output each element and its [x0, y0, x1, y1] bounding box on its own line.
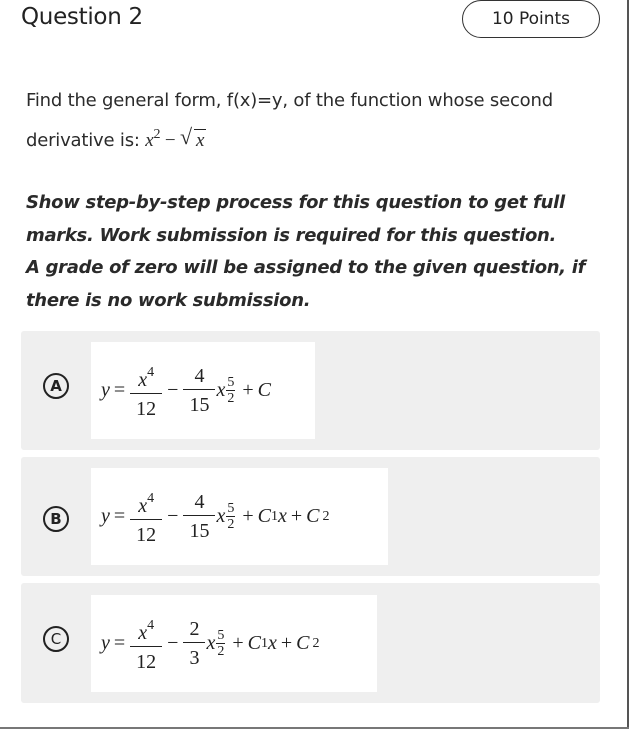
sqrt-symbol — [180, 124, 206, 158]
prompt-line-1: Find the general form, f(x)=y, of the function whose second — [26, 90, 553, 111]
points-label: 10 Points — [491, 9, 571, 29]
equals-sign: = — [113, 379, 126, 401]
c2-subscript: 2 — [322, 508, 330, 524]
formula — [91, 342, 271, 439]
exp-num: 5 — [227, 501, 235, 516]
num-exp: 4 — [147, 490, 155, 506]
den: 12 — [130, 646, 162, 673]
num-exp: 4 — [147, 617, 155, 633]
option-a[interactable] — [21, 331, 600, 450]
num: 4 — [194, 491, 205, 513]
right-border — [627, 0, 629, 729]
equals-sign: = — [113, 505, 126, 527]
question-title: Question 2 — [21, 4, 143, 30]
var-y: y — [101, 505, 110, 527]
fraction-2 — [186, 618, 202, 669]
option-letter: C — [50, 630, 62, 648]
var-x: x — [216, 505, 226, 527]
plus-sign: + — [280, 632, 293, 654]
exp-den: 2 — [227, 391, 235, 406]
instructions-line-2: marks. Work submission is required for this question. — [26, 224, 557, 246]
constant-c1: C — [247, 632, 261, 654]
den: 12 — [130, 393, 162, 420]
instructions-line-4: there is no work submission. — [26, 289, 311, 311]
radical-icon: √ — [179, 124, 192, 149]
expr-minus: − — [164, 130, 176, 151]
plus-sign: + — [290, 505, 303, 527]
exponent-fraction — [226, 375, 235, 406]
prompt-line-2 — [26, 118, 606, 158]
num-base: x — [138, 368, 148, 391]
option-a-formula — [91, 342, 315, 439]
plus-sign: + — [242, 505, 254, 527]
second-derivative-expression — [145, 124, 206, 151]
var-x: x — [216, 379, 226, 401]
fraction-2 — [186, 491, 212, 542]
option-letter: B — [50, 510, 62, 528]
option-b-formula — [91, 468, 388, 565]
fraction-1 — [133, 362, 159, 420]
var-y: y — [101, 632, 110, 654]
question-prompt — [26, 84, 606, 158]
var-x: x — [206, 632, 216, 654]
minus-sign: − — [167, 379, 179, 401]
num-exp: 4 — [147, 364, 155, 380]
radicand: x — [195, 130, 205, 151]
den: 3 — [183, 642, 205, 669]
minus-sign: − — [167, 505, 179, 527]
formula — [91, 595, 319, 692]
expr-base: x — [145, 130, 154, 151]
instructions — [26, 187, 606, 317]
instructions-line-3: A grade of zero will be assigned to the given question, if — [26, 257, 586, 278]
option-b-radio[interactable] — [43, 506, 69, 532]
constant-c2: C — [306, 505, 320, 527]
option-c-formula — [91, 595, 377, 692]
num: 4 — [194, 365, 205, 387]
c2-subscript: 2 — [312, 635, 320, 651]
constant-c1: C — [257, 505, 271, 527]
exp-den: 2 — [217, 644, 225, 659]
equals-sign: = — [113, 632, 126, 654]
constant-c: C — [257, 379, 271, 401]
option-c[interactable] — [21, 583, 600, 703]
exp-num: 5 — [217, 628, 225, 643]
den: 12 — [130, 519, 162, 546]
var-x: x — [267, 632, 277, 654]
var-x: x — [277, 505, 287, 527]
fraction-2 — [186, 365, 212, 416]
num-base: x — [138, 494, 148, 517]
option-a-radio[interactable] — [43, 373, 69, 399]
c1-subscript: 1 — [260, 635, 268, 651]
option-letter: A — [50, 377, 62, 395]
fraction-1 — [133, 488, 159, 546]
exp-num: 5 — [227, 375, 235, 390]
num: 2 — [189, 618, 200, 640]
var-y: y — [101, 379, 110, 401]
option-c-radio[interactable] — [43, 626, 69, 652]
exponent-fraction — [216, 628, 225, 659]
expr-exponent: 2 — [153, 127, 161, 142]
prompt-line-2-text: derivative is: — [26, 130, 140, 151]
minus-sign: − — [167, 632, 179, 654]
instructions-line-1: Show step-by-step process for this question to get full — [26, 192, 565, 213]
bottom-border — [0, 727, 629, 729]
den: 15 — [183, 389, 215, 416]
constant-c2: C — [296, 632, 310, 654]
exponent-fraction — [226, 501, 235, 532]
plus-sign: + — [242, 379, 254, 401]
points-badge — [462, 0, 600, 38]
num-base: x — [138, 621, 148, 644]
plus-sign: + — [232, 632, 244, 654]
formula — [91, 468, 329, 565]
exp-den: 2 — [227, 517, 235, 532]
fraction-1 — [133, 615, 159, 673]
option-b[interactable] — [21, 457, 600, 576]
c1-subscript: 1 — [270, 508, 278, 524]
den: 15 — [183, 515, 215, 542]
